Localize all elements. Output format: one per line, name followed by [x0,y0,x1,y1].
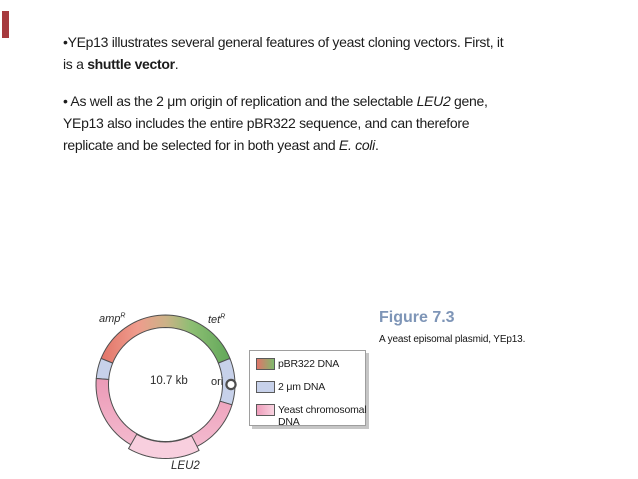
text-line [63,112,583,134]
text-segment: •YEp13 illustrates several general features of yeast cloning vectors. First, it [63,34,504,50]
tet-label-text: tet [208,314,221,326]
text-segment: . [174,56,179,72]
tet-label-superscript: R [220,313,226,321]
legend-color-swatch [256,358,275,370]
ori-marker-icon [226,380,235,389]
text-segment: is a [63,56,88,72]
legend-item [256,404,367,428]
plasmid-segment-two-micron-left-segment [96,358,112,379]
plasmid-tet-gene-label [208,314,225,326]
legend-color-swatch [256,381,275,393]
amp-label-text: amp [99,313,121,325]
legend-color-swatch [256,404,275,416]
text-segment: . [374,137,379,153]
text-line [63,53,583,75]
legend-label-line: Yeast chromosomal [278,404,367,416]
figure-number-heading: Figure 7.3 [379,309,455,326]
legend-label-line: DNA [278,416,300,428]
legend-item-label [278,381,325,393]
plasmid-size-label: 10.7 kb [150,375,188,387]
text-segment: • As well as the 2 μm origin of replication and the selectable [63,93,417,109]
figure-legend-box [249,350,366,426]
text-segment: gene, [450,93,488,109]
plasmid-ori-label: ori [211,376,224,388]
text-segment: LEU2 [416,93,451,109]
bullet-paragraph [63,90,583,156]
bullet-paragraph [63,31,583,75]
legend-label-line: pBR322 DNA [278,358,340,370]
figure-caption: A yeast episomal plasmid, YEp13. [379,334,526,345]
legend-item [256,358,360,370]
legend-item-label [278,404,366,428]
text-segment: replicate and be selected for in both yeast and [63,137,339,153]
text-line [63,134,583,156]
slide-text-block [63,31,583,156]
amp-label-superscript: R [120,312,126,320]
text-segment: shuttle vector [87,56,175,72]
text-segment: E. coli [338,137,375,153]
plasmid-segment-leu2-gene-band [129,434,200,458]
legend-item-label [278,358,339,370]
text-line [63,90,583,112]
legend-label-line: 2 μm DNA [278,381,326,393]
plasmid-amp-gene-label [99,313,125,325]
slide-accent-bar [2,11,9,38]
legend-item [256,381,360,393]
text-line [63,31,583,53]
plasmid-leu2-gene-label: LEU2 [171,460,200,472]
text-segment: YEp13 also includes the entire pBR322 sequence, and can therefore [63,115,470,131]
